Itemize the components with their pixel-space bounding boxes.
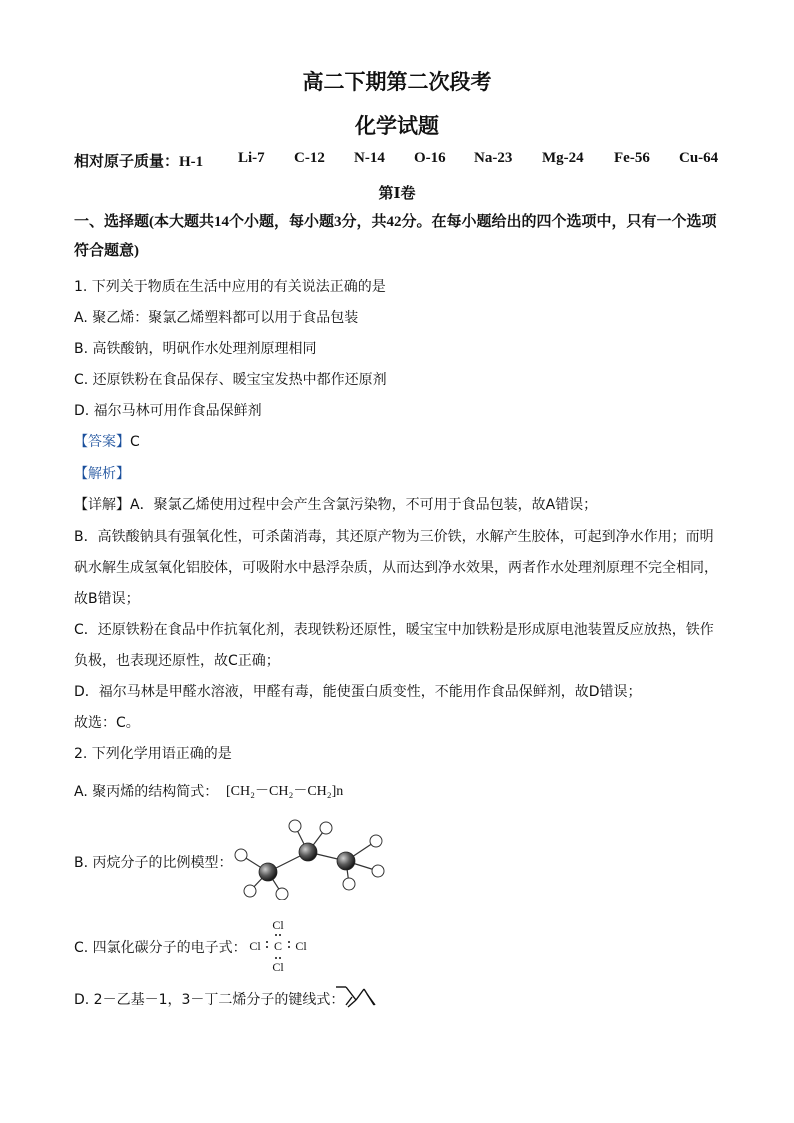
q1-option-d: D. 福尔马林可用作食品保鲜剂 (74, 403, 262, 419)
cl-right: Cl (295, 939, 307, 953)
detail-line-1: 【详解】A．聚氯乙烯使用过程中会产生含氯污染物，不可用于食品包装，故A错误； (74, 497, 598, 513)
ccl4-electron-formula (244, 915, 314, 975)
q2-option-b: B. 丙烷分子的比例模型： (74, 855, 233, 871)
h-atom (244, 885, 256, 897)
q1-option-b: B. 高铁酸钠，明矾作水处理剂原理相同 (74, 341, 317, 357)
propane-space-filling-model (228, 815, 388, 900)
q1-answer (74, 431, 140, 451)
mass-o: O-16 (414, 150, 446, 166)
q1-option-a: A. 聚乙烯：聚氯乙烯塑料都可以用于食品包装 (74, 310, 359, 326)
detail-line-3: 矾水解生成氢氧化铝胶体，可吸附水中悬浮杂质，从而达到净水效果，两者作水处理剂原理不完全相同， (74, 560, 718, 576)
volume-heading: 第Ⅰ卷 (378, 186, 416, 202)
detail-line-4: 故B错误； (74, 591, 140, 607)
detail-line-2: B．高铁酸钠具有强氧化性，可杀菌消毒，其还原产物为三价铁，水解产生胶体，可起到净水作用；而明 (74, 529, 714, 545)
polypropylene-formula: [CH₂－CH₂－CH₂]n (226, 784, 344, 799)
h-atom (276, 888, 288, 900)
cl-left: Cl (249, 939, 261, 953)
mass-li: Li-7 (238, 150, 265, 166)
mass-fe: Fe-56 (614, 150, 650, 166)
answer-value: C (130, 434, 140, 450)
mass-c: C-12 (294, 150, 325, 166)
q1-option-c: C. 还原铁粉在食品保存、暖宝宝发热中都作还原剂 (74, 372, 387, 388)
mass-n: N-14 (354, 150, 385, 166)
q2-option-a: A. 聚丙烯的结构简式： (74, 784, 219, 800)
c-atom (299, 843, 317, 861)
q1-stem: 1. 下列关于物质在生活中应用的有关说法正确的是 (74, 279, 386, 295)
cl-bottom: Cl (272, 960, 284, 974)
q2-option-d: D. 2－乙基－1，3－丁二烯分子的键线式： (74, 992, 345, 1008)
atomic-masses (74, 150, 724, 170)
h-atom (372, 865, 384, 877)
h-atom (343, 878, 355, 890)
cl-top: Cl (272, 918, 284, 932)
h-atom (320, 822, 332, 834)
q2-option-c: C. 四氯化碳分子的电子式： (74, 940, 247, 956)
section-heading: 一、选择题(本大题共14个小题，每小题3分，共42分。在每小题给出的四个选项中，只有一个选项符合题意) (74, 214, 717, 259)
h-atom (370, 835, 382, 847)
h-atom (289, 820, 301, 832)
masses-label: 相对原子质量：H-1 (74, 154, 204, 170)
detail-line-5: C．还原铁粉在食品中作抗氧化剂，表现铁粉还原性，暖宝宝中加铁粉是形成原电池装置反应放热，铁作 (74, 622, 714, 638)
answer-label: 【答案】 (74, 434, 130, 450)
c-center: C (273, 939, 283, 953)
mass-mg: Mg-24 (542, 150, 584, 166)
q2-stem: 2. 下列化学用语正确的是 (74, 746, 232, 762)
exam-title: 高二下期第二次段考 (302, 70, 492, 94)
c-atom (337, 852, 355, 870)
detail-line-7: D．福尔马林是甲醛水溶液，甲醛有毒，能使蛋白质变性，不能用作食品保鲜剂，故D错误； (74, 684, 642, 700)
analysis-label: 【解析】 (74, 466, 130, 482)
c-atom (259, 863, 277, 881)
subject-title: 化学试题 (355, 114, 439, 138)
detail-line-6: 负极，也表现还原性，故C正确； (74, 653, 280, 669)
h-atom (235, 849, 247, 861)
mass-na: Na-23 (474, 150, 513, 166)
mass-cu: Cu-64 (679, 150, 719, 166)
detail-line-8: 故选：C。 (74, 715, 140, 731)
butadiene-skeletal-formula (334, 983, 384, 1009)
